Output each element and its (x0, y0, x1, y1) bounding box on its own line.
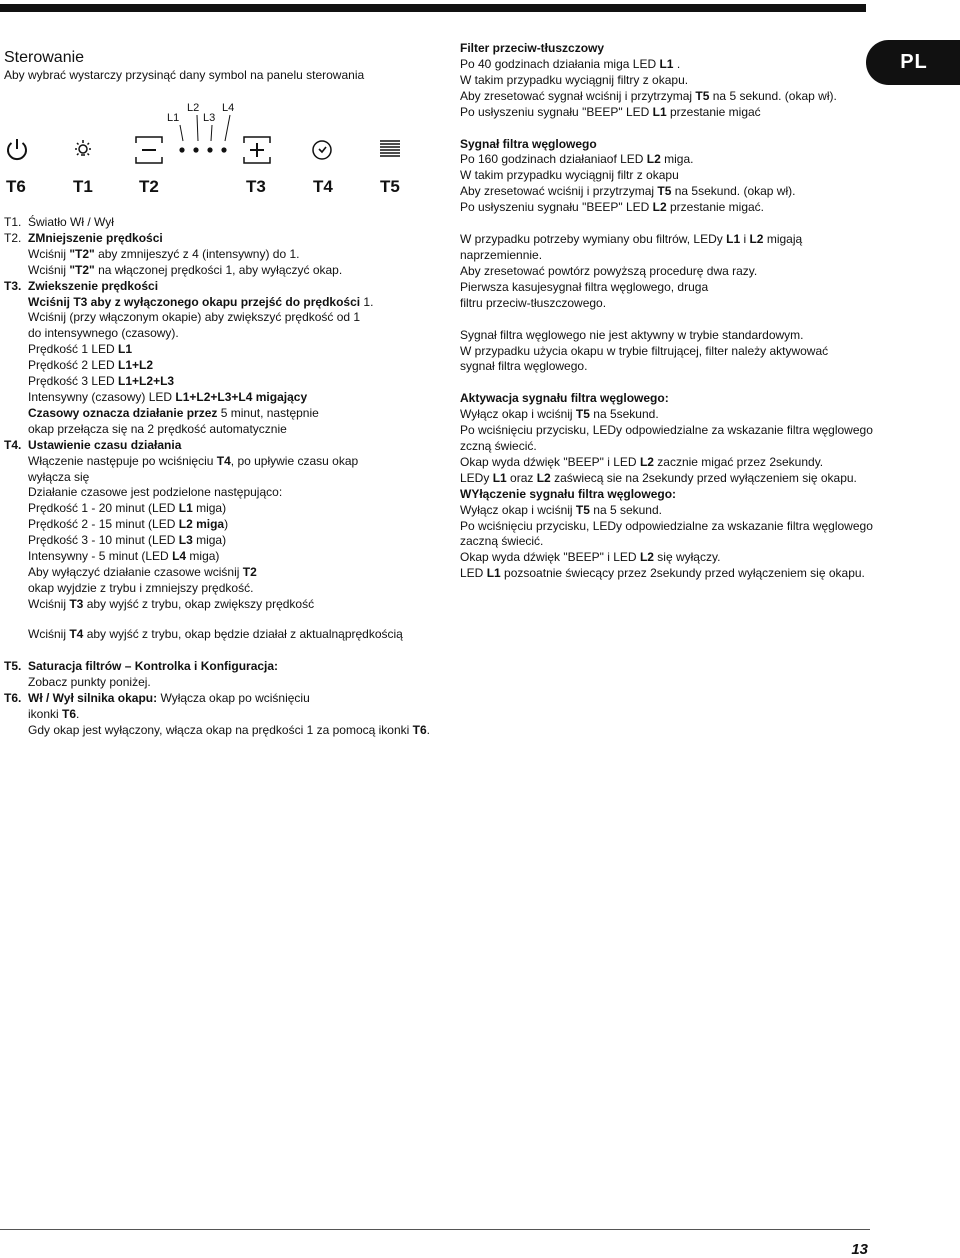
language-badge: PL (866, 40, 960, 85)
t5-label: T5. (4, 658, 22, 673)
both-line-2: naprzemiennie. (460, 247, 543, 262)
deactivate-line-3: zaczną świecić. (460, 534, 544, 549)
deactivate-line-5: LED L1 pozsoatnie świecący przez 2sekundy przed wyłączeniem się okapu. (460, 566, 865, 581)
t6-line-1: ikonki T6. (28, 706, 80, 721)
t3-timed-1: Czasowy oznacza działanie przez 5 minut, następnie (28, 405, 319, 420)
timer-icon (313, 141, 331, 159)
t3-line-3: do intensywnego (czasowy). (28, 326, 179, 341)
t6-heading: T6. Wł / Wył silnika okapu: Wyłącza okap po wciśnięciu (4, 690, 310, 705)
t4-speed-3: Prędkość 3 - 10 minut (LED L3 miga) (28, 533, 227, 548)
t4-exit-1: Aby wyłączyć działanie czasowe wciśnij T2 (28, 564, 257, 579)
activate-title: Aktywacja sygnału filtra węglowego: (460, 391, 669, 406)
t4-speed-2: Prędkość 2 - 15 minut (LED L2 miga) (28, 517, 229, 532)
led-dot-l4 (221, 147, 226, 152)
led-leader-l4 (225, 115, 230, 141)
filter-icon (380, 141, 400, 156)
led-dot-l2 (193, 147, 198, 152)
t4-speed-1: Prędkość 1 - 20 minut (LED L1 miga) (28, 501, 227, 516)
t3-heading (4, 279, 424, 295)
control-panel-icons (0, 95, 420, 175)
footer-rule (0, 1229, 870, 1230)
t4-speed-4: Intensywny - 5 minut (LED L4 miga) (28, 549, 220, 564)
t2-line-2: Wciśnij "T2" na włączonej prędkości 1, aby wyłączyć okap. (28, 262, 343, 277)
carbon-line-3: Aby zresetować wciśnij i przytrzymaj T5 na 5sekund. (okap wł). (460, 184, 796, 199)
key-label-t5: T5 (380, 177, 400, 196)
t3-timed-2: okap przełącza się na 2 prędkość automatycznie (28, 421, 287, 436)
t1-label: T1. (4, 215, 22, 229)
page-title: Sterowanie (4, 49, 85, 66)
key-label-t4: T4 (313, 177, 333, 196)
top-rule (0, 4, 866, 12)
control-panel-diagram (0, 95, 420, 205)
led-label-l1: L1 (167, 112, 180, 124)
t3-title: Zwiekszenie prędkości (28, 278, 159, 293)
activate-line-3: zczną świecić. (460, 439, 537, 454)
t4-title: Ustawienie czasu działania (28, 437, 182, 452)
left-column-lower (4, 627, 430, 738)
t3-speed-4: Intensywny (czasowy) LED L1+L2+L3+L4 migający (28, 389, 308, 404)
t6-label: T6. (4, 690, 22, 705)
power-icon (8, 139, 26, 159)
t3-label: T3. (4, 278, 22, 293)
activate-line-4: Okap wyda dźwięk "BEEP" i LED L2 zacznie migać przez 2sekundy. (460, 454, 824, 469)
t4-line-1: Włączenie następuje po wciśnięciu T4, po upływie czasu okap (28, 453, 359, 468)
key-label-t1: T1 (73, 177, 93, 196)
deactivate-title: WYłączenie sygnału filtra węglowego: (460, 486, 677, 501)
carbon-line-1: Po 160 godzinach działaniaof LED L2 miga. (460, 152, 694, 167)
standard-line-1: Sygnał filtra węglowego nie jest aktywny w trybie standardowym. (460, 327, 804, 342)
both-line-4: Pierwsza kasujesygnał filtra węglowego, druga (460, 279, 709, 294)
both-line-5: filtru przeciw-tłuszczowego. (460, 295, 607, 310)
t4-heading (4, 438, 424, 454)
t3-line-2: Wciśnij (przy włączonym okapie) aby zwiększyć prędkość od 1 (28, 310, 361, 325)
t2-heading (4, 231, 424, 247)
t6-title: Wł / Wył silnika okapu: (28, 690, 158, 705)
both-line-1: W przypadku potrzeby wymiany obu filtrów, LEDy L1 i L2 migają (460, 232, 803, 247)
activate-line-1: Wyłącz okap i wciśnij T5 na 5sekund. (460, 407, 659, 422)
t4-exit-3: Wciśnij T3 aby wyjść z trybu, okap zwiększy prędkość (28, 596, 315, 611)
t5-heading (4, 659, 424, 675)
led-leader-l3 (211, 125, 212, 141)
t1-title: Światło Wł / Wył (28, 215, 114, 229)
grease-filter-title: Filter przeciw-tłuszczowy (460, 41, 605, 55)
t3-speed-2: Prędkość 2 LED L1+L2 (28, 358, 154, 373)
deactivate-line-2: Po wciśnięciu przycisku, LEDy odpowiedzialne za wskazanie filtra węglowego (460, 518, 873, 533)
grease-line-2: W takim przypadku wyciągnij filtry z okapu. (460, 72, 689, 87)
led-dot-l1 (179, 147, 184, 152)
light-bulb-icon (75, 140, 91, 155)
key-label-t3: T3 (246, 177, 266, 196)
led-leader-l1 (180, 125, 183, 141)
page-subtitle: Aby wybrać wystarczy przysinąć dany symbol na panelu sterowania (4, 68, 365, 82)
grease-line-3: Aby zresetować sygnał wciśnij i przytrzymaj T5 na 5 sekund. (okap wł). (460, 88, 837, 103)
page-number: 13 (851, 1241, 868, 1258)
t3-speed-3: Prędkość 3 LED L1+L2+L3 (28, 374, 175, 389)
carbon-filter-title: Sygnał filtra węglowego (460, 136, 597, 151)
standard-line-3: sygnał filtra węglowego. (460, 359, 588, 374)
standard-line-2: W przypadku użycia okapu w trybie filtrującej, filter należy aktywować (460, 343, 829, 358)
led-label-l3: L3 (203, 112, 216, 124)
right-column (460, 41, 873, 582)
led-label-l4: L4 (222, 102, 235, 114)
deactivate-line-4: Okap wyda dźwięk "BEEP" i LED L2 się wyłączy. (460, 550, 721, 565)
carbon-line-2: W takim przypadku wyciągnij filtr z okapu (460, 168, 679, 183)
t2-label: T2. (4, 230, 22, 245)
t5-title: Saturacja filtrów – Kontrolka i Konfiguracja: (28, 658, 279, 673)
left-column (4, 215, 424, 613)
carbon-line-4: Po usłyszeniu sygnału "BEEP" LED L2 przestanie migać. (460, 200, 765, 215)
led-label-l2: L2 (187, 102, 200, 114)
grease-line-4: Po usłyszeniu sygnału "BEEP" LED L1 przestanie migać (460, 104, 761, 119)
t3-line-1: Wciśnij T3 aby z wyłączonego okapu przejść do prędkości 1. (28, 294, 374, 309)
activate-line-2: Po wciśnięciu przycisku, LEDy odpowiedzialne za wskazanie filtra węglowego (460, 423, 873, 438)
t4-line-3: Działanie czasowe jest podzielone następująco: (28, 485, 283, 500)
t3-speed-1: Prędkość 1 LED L1 (28, 342, 133, 357)
led-leader-l2 (197, 115, 198, 141)
grease-line-1: Po 40 godzinach działania miga LED L1 . (460, 56, 681, 71)
plus-icon (244, 137, 270, 163)
t4-label: T4. (4, 437, 22, 452)
t6-line-2: Gdy okap jest wyłączony, włącza okap na prędkości 1 za pomocą ikonki T6. (28, 722, 430, 737)
minus-icon (136, 137, 162, 163)
t2-title: ZMniejszenie prędkości (28, 230, 163, 245)
activate-line-5: LEDy L1 oraz L2 zaświecą sie na 2sekundy przed wyłączeniem się okapu. (460, 470, 857, 485)
key-label-t2: T2 (139, 177, 159, 196)
t4-exit-2: okap wyjdzie z trybu i zmniejszy prędkość. (28, 580, 254, 595)
t1-section (4, 215, 424, 231)
deactivate-line-1: Wyłącz okap i wciśnij T5 na 5 sekund. (460, 502, 662, 517)
t4-exit-4: Wciśnij T4 aby wyjść z trybu, okap będzie działał z aktualnąprędkością (28, 627, 403, 641)
t2-line-1: Wciśnij "T2" aby zmnijeszyć z 4 (intensywny) do 1. (28, 246, 300, 261)
t4-line-2: wyłącza się (28, 469, 90, 484)
t5-line-1: Zobacz punkty poniżej. (28, 674, 151, 689)
key-label-t6: T6 (6, 177, 26, 196)
both-line-3: Aby zresetować powtórz powyższą procedurę dwa razy. (460, 263, 758, 278)
led-dot-l3 (207, 147, 212, 152)
